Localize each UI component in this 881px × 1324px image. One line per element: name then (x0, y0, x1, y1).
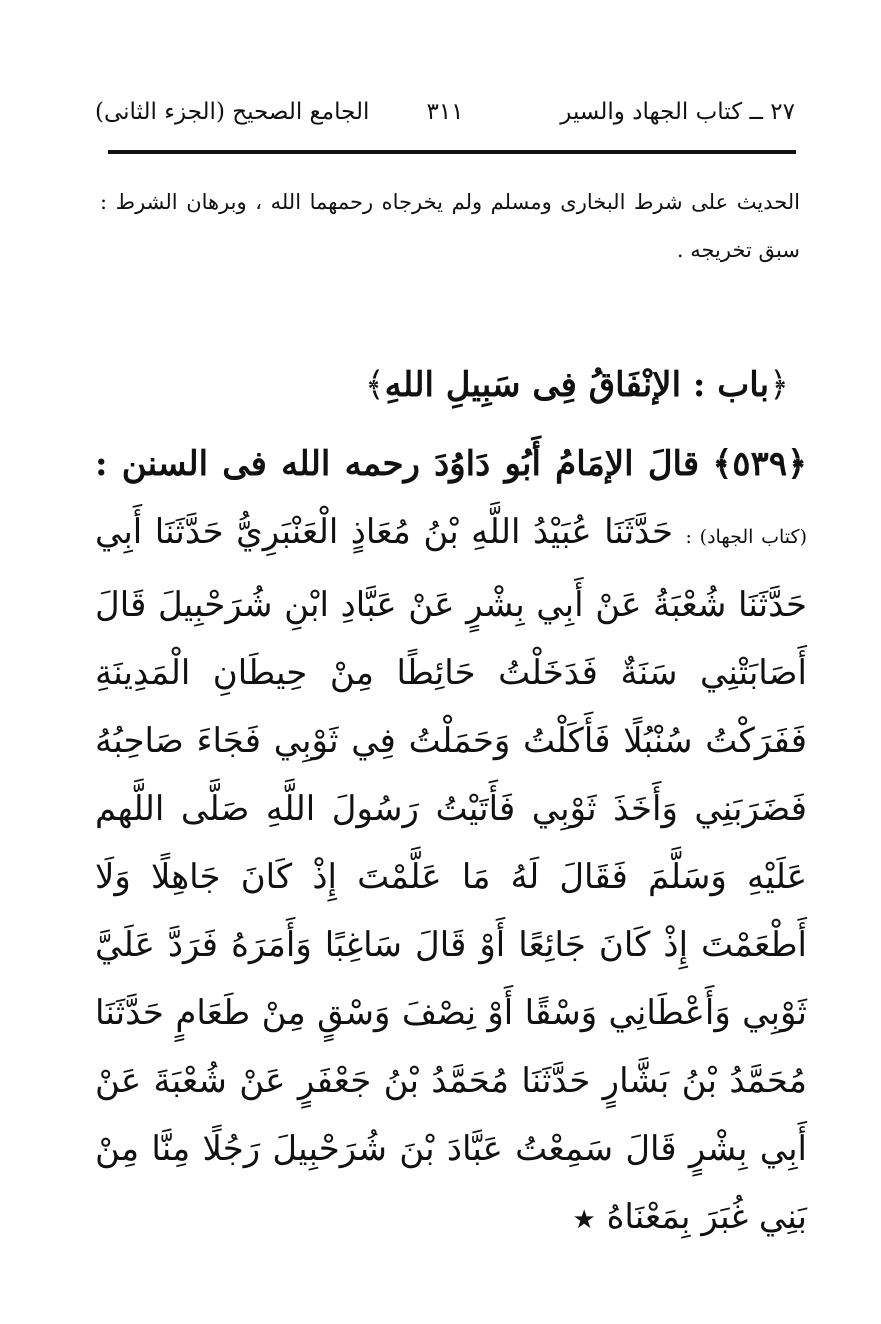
chapter-title-text: باب : الإنْفَاقُ فِى سَبِيلِ اللهِ (384, 365, 770, 405)
carryover-note (100, 178, 800, 274)
ornament-close: ﴾ (712, 444, 733, 484)
chapter-heading (89, 360, 789, 410)
chapter-running-title: ٢٧ ــ كتاب الجهاد والسير (560, 99, 795, 125)
book-running-title: الجامع الصحيح (الجزء الثانى) (95, 99, 370, 125)
hadith-block (95, 430, 807, 1254)
ornament-open: ﴿ (787, 444, 808, 484)
ornament-close: ﴾ (364, 365, 385, 405)
note-text: الحديث على شرط البخارى ومسلم ولم يخرجاه رحمهما الله ، وبرهان الشرط : سبق تخريجه . (100, 190, 800, 262)
end-star-icon: ★ (572, 1205, 596, 1235)
hadith-attribution: قالَ الإمَامُ أَبُو دَاوُدَ رحمه الله فى السنن : (95, 444, 700, 484)
hadith-text: حَدَّثَنَا عُبَيْدُ اللَّهِ بْنُ مُعَاذٍ الْعَنْبَرِيُّ حَدَّثَنَا أَبِي حَدَّثَنَا شُعْبَةُ عَنْ أَبِي بِشْرٍ عَنْ عَبَّادِ ابْنِ شُرَحْبِيلَ قَالَ أَصَابَتْنِي سَنَةٌ فَدَخَلْتُ حَائِطًا مِنْ حِيطَانِ الْمَدِينَةِ فَفَرَكْتُ سُنْبُلًا فَأَكَلْتُ وَحَمَلْتُ فِي ثَوْبِي فَجَاءَ صَاحِبُهُ فَضَرَبَنِي وَأَخَذَ ثَوْبِي فَأَتَيْتُ رَسُولَ اللَّهِ صَلَّى اللَّهم عَلَيْهِ وَسَلَّمَ فَقَالَ لَهُ مَا عَلَّمْتَ إِذْ كَانَ جَاهِلًا وَلَا أَطْعَمْتَ إِذْ كَانَ جَائِعًا أَوْ قَالَ سَاغِبًا وَأَمَرَهُ فَرَدَّ عَلَيَّ ثَوْبِي وَأَعْطَانِي وَسْقًا أَوْ نِصْفَ وَسْقٍ مِنْ طَعَامٍ حَدَّثَنَا مُحَمَّدُ بْنُ بَشَّارٍ حَدَّثَنَا مُحَمَّدُ بْنُ جَعْفَرٍ عَنْ شُعْبَةَ عَنْ أَبِي بِشْرٍ قَالَ سَمِعْتُ عَبَّادَ بْنَ شُرَحْبِيلَ رَجُلًا مِنَّا مِنْ بَنِي غُبَرَ بِمَعْنَاهُ (95, 512, 807, 1237)
header-rule (108, 150, 796, 154)
running-header (95, 92, 795, 132)
hadith-number: ٥٣٩ (732, 444, 788, 484)
hadith-paragraph (95, 430, 807, 1254)
page-number: ٣١١ (426, 99, 464, 125)
hadith-source: (كتاب الجهاد) : (685, 526, 808, 548)
ornament-open: ﴿ (769, 365, 789, 405)
hadith-number-marker (712, 444, 807, 484)
